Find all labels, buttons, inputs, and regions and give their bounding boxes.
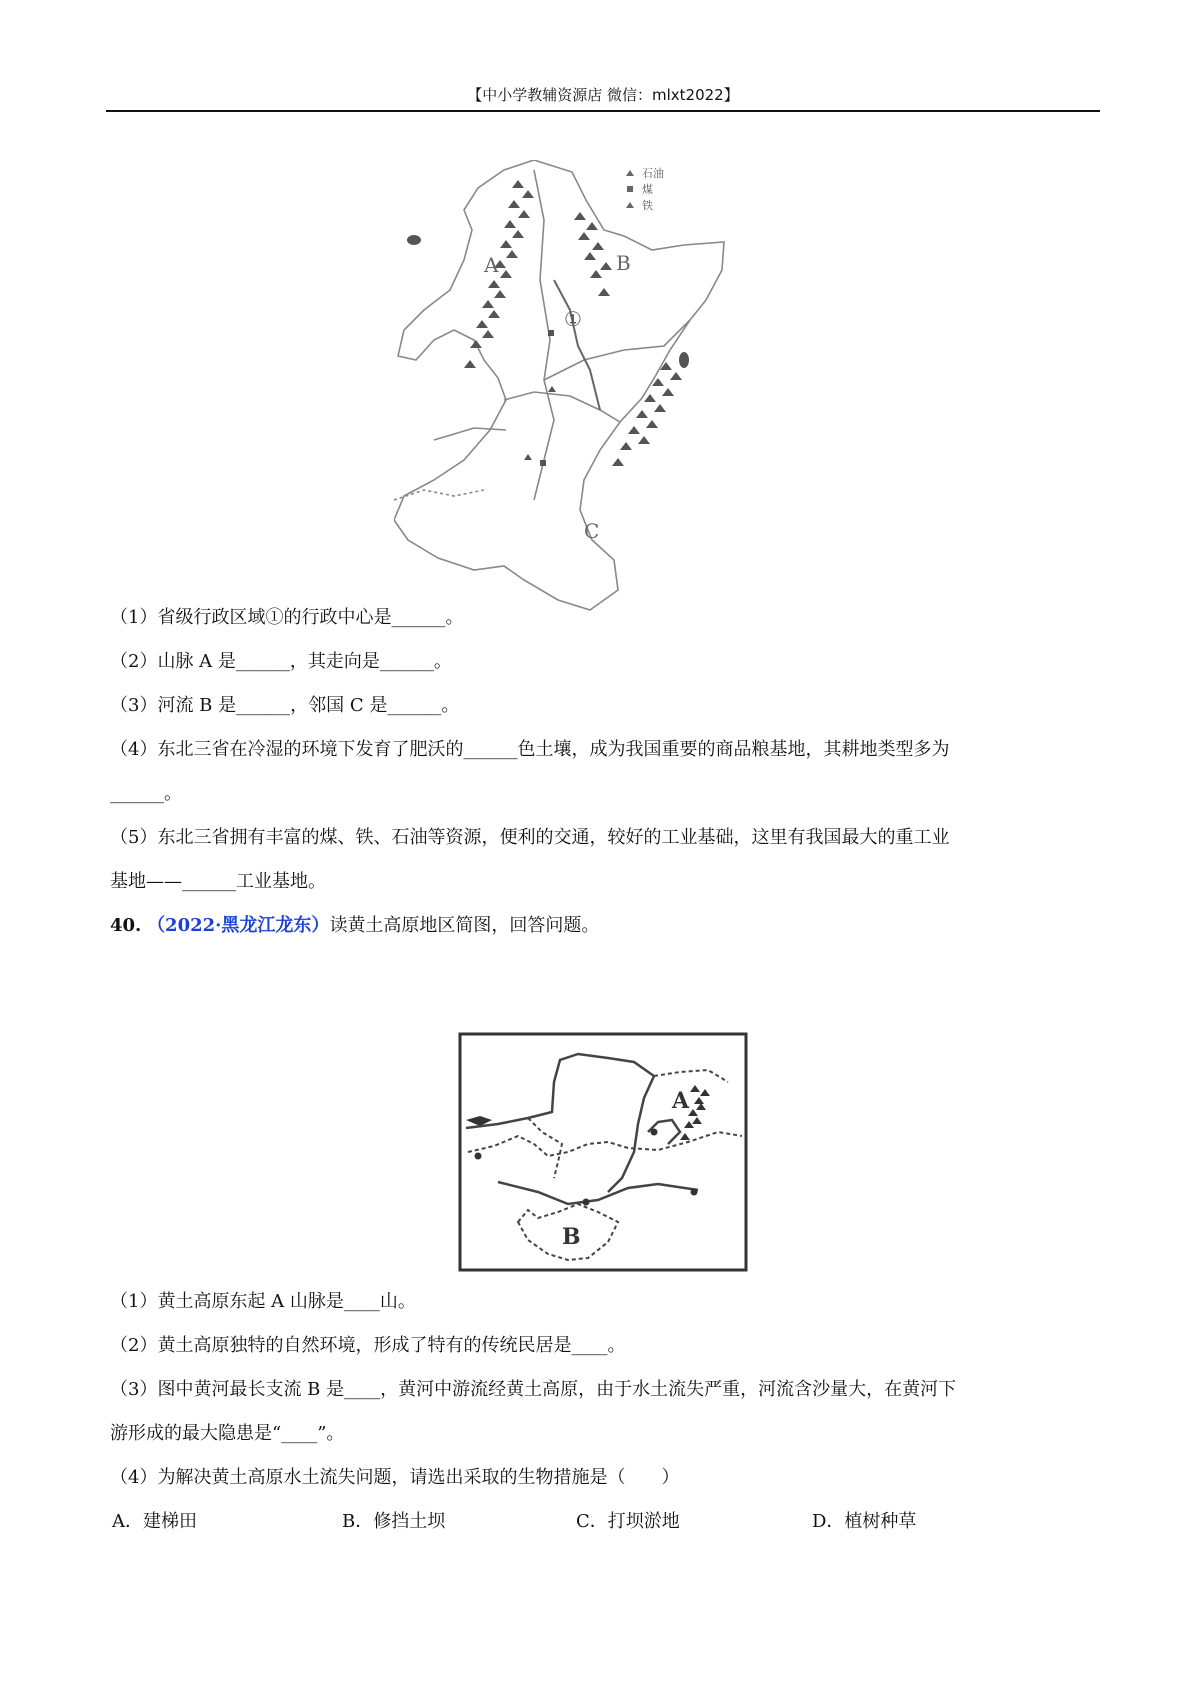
map1-lake-2 <box>679 352 689 368</box>
q40-option-d[interactable]: D．植树种草 <box>812 1511 917 1532</box>
q40-option-a[interactable]: A．建梯田 <box>112 1511 197 1532</box>
map1-oil-mark-2 <box>524 454 532 460</box>
map1-legend-iron: 铁 <box>642 199 653 212</box>
q39-item-2: （2）山脉 A 是______，其走向是______。 <box>110 651 452 672</box>
map1-legend-coal: 煤 <box>642 183 653 196</box>
map1-label-b: B <box>616 251 631 275</box>
map1-river <box>554 280 600 410</box>
q40-item-1: （1）黄土高原东起 A 山脉是____山。 <box>110 1291 416 1312</box>
map2-border-3 <box>654 1070 728 1082</box>
loess-plateau-map <box>458 1032 748 1272</box>
map1-oil-mark-1 <box>548 386 556 392</box>
map2-city-3 <box>691 1189 698 1196</box>
map2-label-b: B <box>562 1224 581 1250</box>
map2-border-1 <box>468 1132 742 1156</box>
map1-inner-border-4 <box>434 428 506 440</box>
q39-item-4-cont: ______。 <box>110 783 182 804</box>
map2-border-2 <box>528 1118 562 1178</box>
map1-legend <box>626 166 664 212</box>
q39-item-3: （3）河流 B 是______，邻国 C 是______。 <box>110 695 460 716</box>
map2-label-a: A <box>672 1088 690 1114</box>
q40-item-3-cont: 游形成的最大隐患是“____”。 <box>110 1423 345 1444</box>
map2-city-1 <box>475 1153 482 1160</box>
map1-legend-oil-symbol <box>626 170 634 176</box>
map1-inner-border-3 <box>504 392 620 422</box>
q39-item-1: （1）省级行政区域①的行政中心是______。 <box>110 607 464 628</box>
map1-coal-mark-2 <box>540 460 546 466</box>
map1-coal-mark-1 <box>548 330 554 336</box>
q40-source: （2022·黑龙江龙东） <box>147 915 330 936</box>
q40-option-b[interactable]: B．修挡土坝 <box>342 1511 446 1532</box>
map1-legend-oil: 石油 <box>642 167 664 180</box>
map2-city-4 <box>651 1129 658 1136</box>
map1-label-a: A <box>484 253 499 277</box>
q40-item-4: （4）为解决黄土高原水土流失问题，请选出采取的生物措施是（ ） <box>110 1467 680 1488</box>
q40-number: 40. <box>110 915 142 936</box>
map2-city-2 <box>583 1199 590 1206</box>
q39-item-4: （4）东北三省在冷湿的环境下发育了肥沃的______色土壤，成为我国重要的商品粮基地，其耕地类型多为 <box>110 739 950 760</box>
q40-stem: 读黄土高原地区简图，回答问题。 <box>329 915 600 936</box>
map1-range-b <box>574 212 612 296</box>
header-rule <box>106 110 1100 112</box>
q39-item-5: （5）东北三省拥有丰富的煤、铁、石油等资源，便利的交通，较好的工业基础，这里有我国最大的重工业 <box>110 827 950 848</box>
map1-outline <box>394 160 724 610</box>
q40-item-3: （3）图中黄河最长支流 B 是____，黄河中游流经黄土高原，由于水土流失严重，河流含沙量大，在黄河下 <box>110 1379 957 1400</box>
q40-item-2: （2）黄土高原独特的自然环境，形成了特有的传统民居是____。 <box>110 1335 626 1356</box>
q40-heading <box>110 914 1100 938</box>
q39-item-5-cont: 基地——______工业基地。 <box>110 871 326 892</box>
map1-range-c <box>612 362 682 466</box>
page-header: 【中小学教辅资源店 微信：mlxt2022】 <box>467 86 739 104</box>
map1-lake-1 <box>407 235 421 245</box>
map1-coast-dash <box>394 490 484 500</box>
map1-label-region-1: ① <box>564 307 582 331</box>
map1-label-c: C <box>584 519 600 543</box>
map1-legend-coal-symbol <box>627 186 633 192</box>
map2-wei-river <box>498 1182 698 1204</box>
map2-yellow-river <box>466 1054 654 1192</box>
q40-option-c[interactable]: C．打坝淤地 <box>576 1511 680 1532</box>
northeast-china-map <box>394 160 794 620</box>
map1-legend-iron-symbol <box>626 202 634 208</box>
